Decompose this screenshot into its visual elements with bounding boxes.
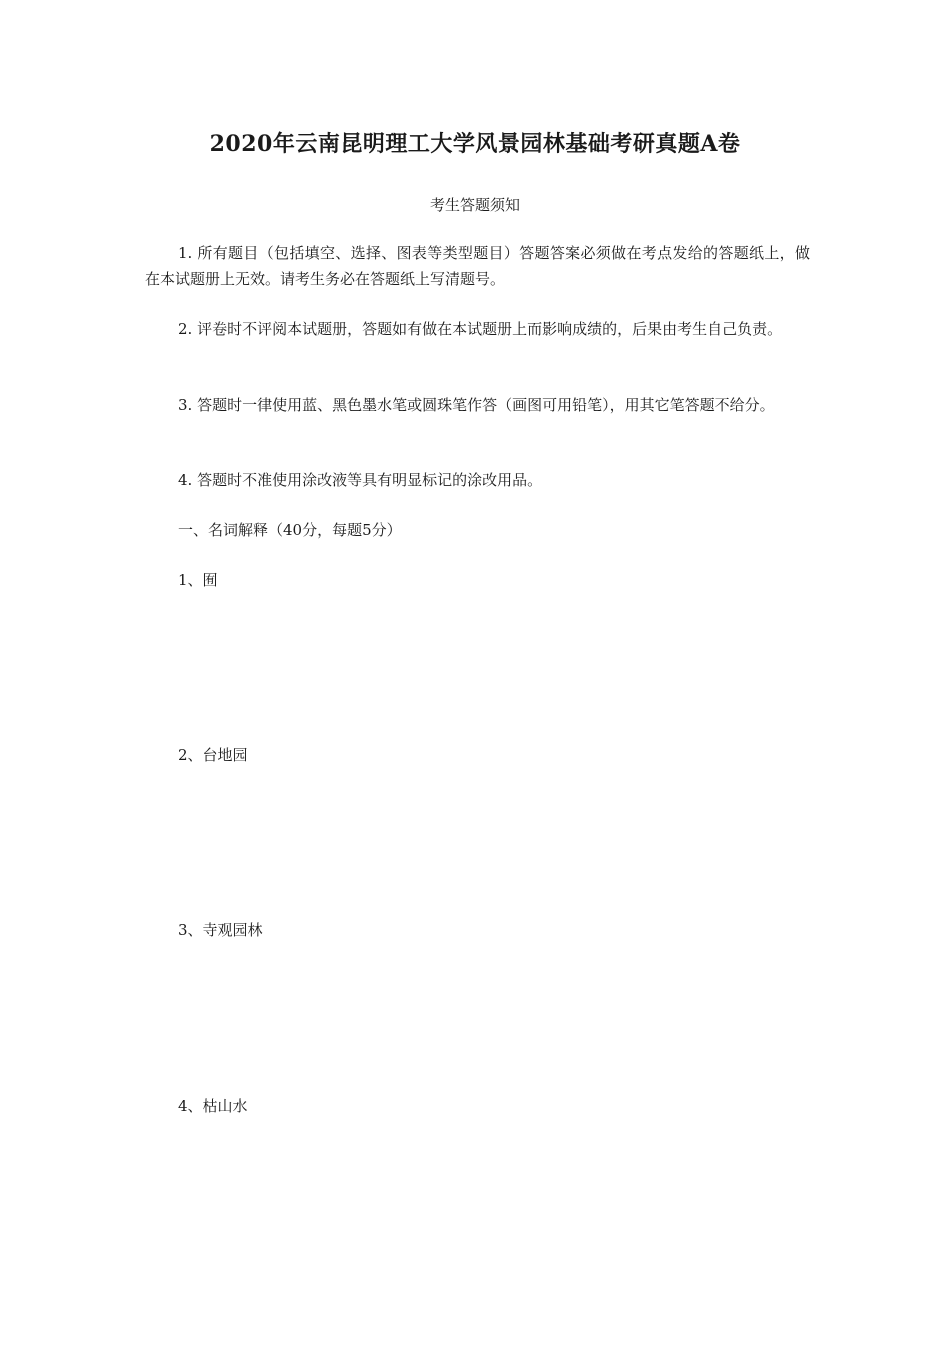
instruction-4: 4. 答题时不准使用涂改液等具有明显标记的涂改用品。 xyxy=(178,471,543,489)
question-4: 4、枯山水 xyxy=(178,1097,248,1115)
instruction-3: 3. 答题时一律使用蓝、黑色墨水笔或圆珠笔作答（画图可用铅笔），用其它笔答题不给分。 xyxy=(178,396,775,414)
section-heading: 一、名词解释（40分，每题5分） xyxy=(178,521,402,539)
question-1: 1、囿 xyxy=(178,571,218,589)
page-title: 2020年云南昆明理工大学风景园林基础考研真题A卷 xyxy=(209,131,741,157)
question-3: 3、寺观园林 xyxy=(178,921,263,939)
question-2: 2、台地园 xyxy=(178,746,248,764)
notice-heading: 考生答题须知 xyxy=(429,196,520,214)
instruction-1: 1. 所有题目（包括填空、选择、图表等类型题目）答题答案必须做在考点发给的答题纸上，做在本试题册上无效。请考生务必在答题纸上写清题号。 xyxy=(145,244,810,288)
instruction-2: 2. 评卷时不评阅本试题册，答题如有做在本试题册上而影响成绩的，后果由考生自己负责。 xyxy=(178,320,783,338)
